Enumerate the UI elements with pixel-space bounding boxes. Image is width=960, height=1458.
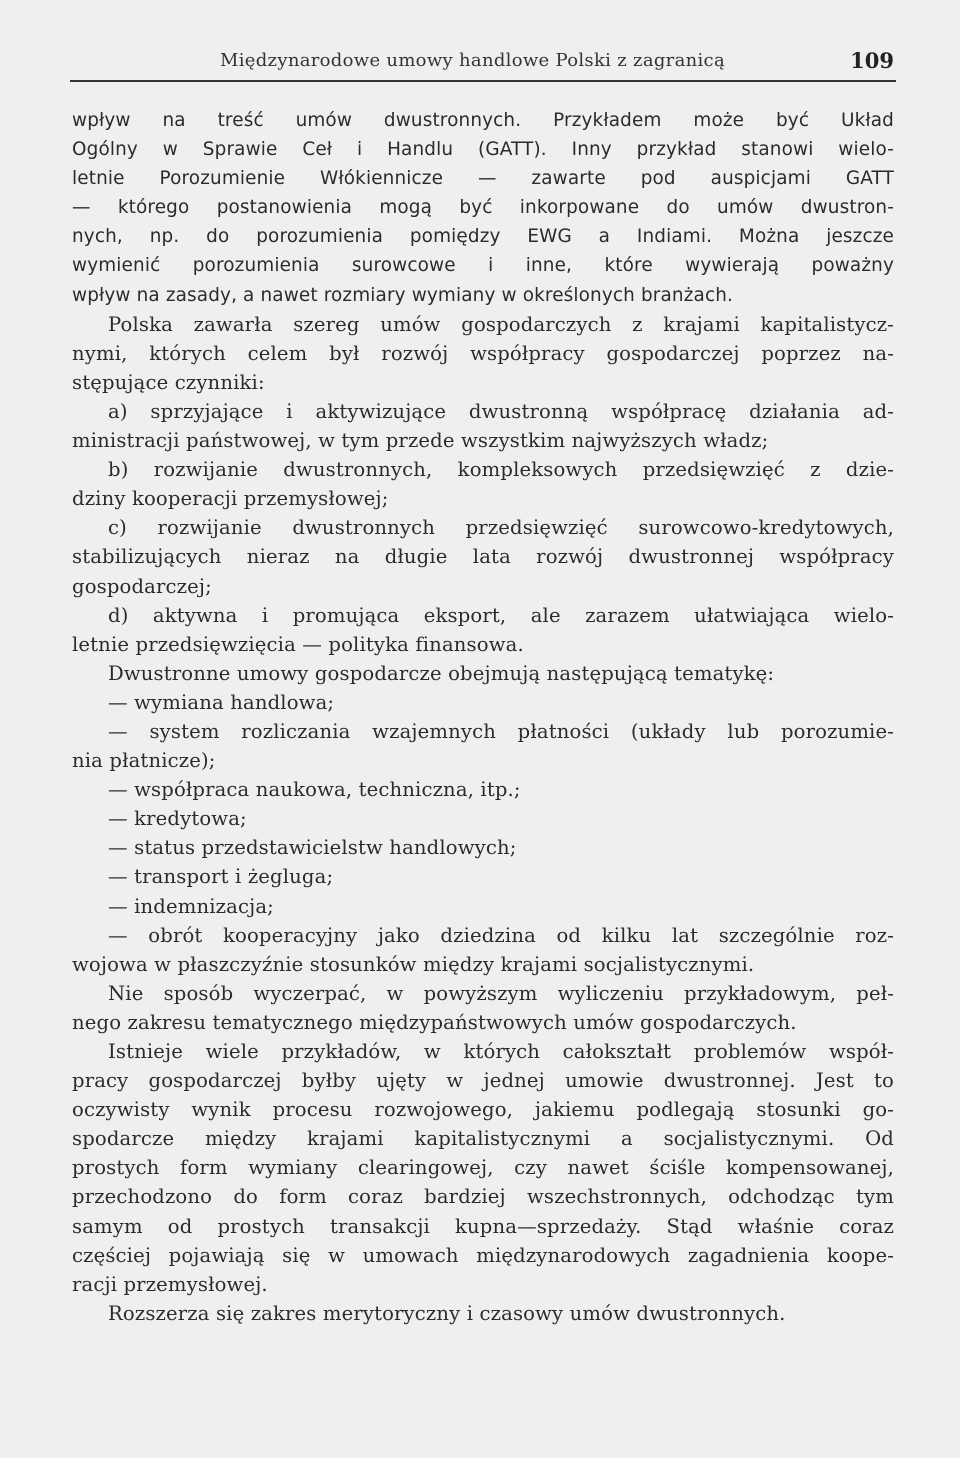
- body-text: [72, 106, 894, 1328]
- text-line: ministracji państwowej, w tym przede wszystkim najwyższych władz;: [72, 429, 769, 453]
- text-line: — status przedstawicielstw handlowych;: [108, 836, 517, 860]
- text-line: nych, np. do porozumienia pomiędzy EWG a Indiami. Można jeszcze: [72, 226, 894, 248]
- text-line: racji przemysłowej.: [72, 1272, 268, 1296]
- text-line: Ogólny w Sprawie Ceł i Handlu (GATT). Inny przykład stanowi wielo-: [72, 139, 894, 161]
- page-header: [70, 46, 896, 82]
- text-line: Nie sposób wyczerpać, w powyższym wyliczeniu przykładowym, peł-: [108, 981, 894, 1005]
- text-line: — współpraca naukowa, techniczna, itp.;: [108, 778, 521, 802]
- text-line: nego zakresu tematycznego międzypaństwowych umów gospodarczych.: [72, 1010, 797, 1034]
- text-line: — indemnizacja;: [108, 894, 274, 918]
- text-line: d) aktywna i promująca eksport, ale zarazem ułatwiająca wielo-: [108, 603, 894, 627]
- text-line: a) sprzyjające i aktywizujące dwustronną współpracę działania ad-: [108, 399, 894, 423]
- text-line: — kredytowa;: [108, 807, 247, 831]
- text-line: — wymiana handlowa;: [108, 690, 335, 714]
- text-line: nia płatnicze);: [72, 749, 216, 773]
- text-line: nymi, których celem był rozwój współpracy gospodarczej poprzez na-: [72, 341, 894, 365]
- text-line: stępujące czynniki:: [72, 370, 265, 394]
- text-line: pracy gospodarczej byłby ujęty w jednej umowie dwustronnej. Jest to: [72, 1069, 894, 1093]
- text-line: Polska zawarła szereg umów gospodarczych z krajami kapitalistycz-: [108, 312, 894, 336]
- text-line: b) rozwijanie dwustronnych, kompleksowych przedsięwzięć z dzie-: [108, 458, 894, 482]
- text-line: — transport i żegluga;: [108, 865, 334, 889]
- text-line: c) rozwijanie dwustronnych przedsięwzięć surowcowo-kredytowych,: [108, 516, 894, 540]
- text-line: przechodzono do form coraz bardziej wszechstronnych, odchodząc tym: [72, 1185, 894, 1209]
- text-line: spodarcze między krajami kapitalistycznymi a socjalistycznymi. Od: [72, 1127, 894, 1151]
- text-line: — obrót kooperacyjny jako dziedzina od kilku lat szczególnie roz-: [108, 923, 894, 947]
- text-line: Rozszerza się zakres merytoryczny i czasowy umów dwustronnych.: [108, 1301, 786, 1325]
- text-line: wymienić porozumienia surowcowe i inne, które wywierają poważny: [72, 255, 894, 277]
- text-line: — którego postanowienia mogą być inkorpowane do umów dwustron-: [72, 197, 894, 219]
- text-line: wpływ na treść umów dwustronnych. Przykładem może być Układ: [72, 110, 894, 131]
- text-line: letnie Porozumienie Włókiennicze — zawarte pod auspicjami GATT: [72, 168, 894, 190]
- page-number: 109: [850, 48, 894, 73]
- text-line: wojowa w płaszczyźnie stosunków między krajami socjalistycznymi.: [72, 952, 755, 976]
- running-title: Międzynarodowe umowy handlowe Polski z zagranicą: [220, 50, 725, 71]
- text-line: dziny kooperacji przemysłowej;: [72, 487, 389, 511]
- text-line: samym od prostych transakcji kupna—sprzedaży. Stąd właśnie coraz: [72, 1214, 894, 1238]
- text-line: gospodarczej;: [72, 574, 212, 598]
- text-line: Dwustronne umowy gospodarcze obejmują następującą tematykę:: [108, 661, 775, 685]
- text-line: letnie przedsięwzięcia — polityka finansowa.: [72, 632, 524, 656]
- text-line: oczywisty wynik procesu rozwojowego, jakiemu podlegają stosunki go-: [72, 1098, 894, 1122]
- text-line: częściej pojawiają się w umowach międzynarodowych zagadnienia koope-: [72, 1243, 894, 1267]
- text-line: stabilizujących nieraz na długie lata rozwój dwustronnej współpracy: [72, 545, 894, 569]
- text-line: Istnieje wiele przykładów, w których całokształt problemów współ-: [108, 1040, 894, 1063]
- text-line: — system rozliczania wzajemnych płatności (układy lub porozumie-: [108, 719, 894, 743]
- text-line: wpływ na zasady, a nawet rozmiary wymiany w określonych branżach.: [72, 284, 734, 306]
- text-line: prostych form wymiany clearingowej, czy nawet ściśle kompensowanej,: [72, 1156, 894, 1180]
